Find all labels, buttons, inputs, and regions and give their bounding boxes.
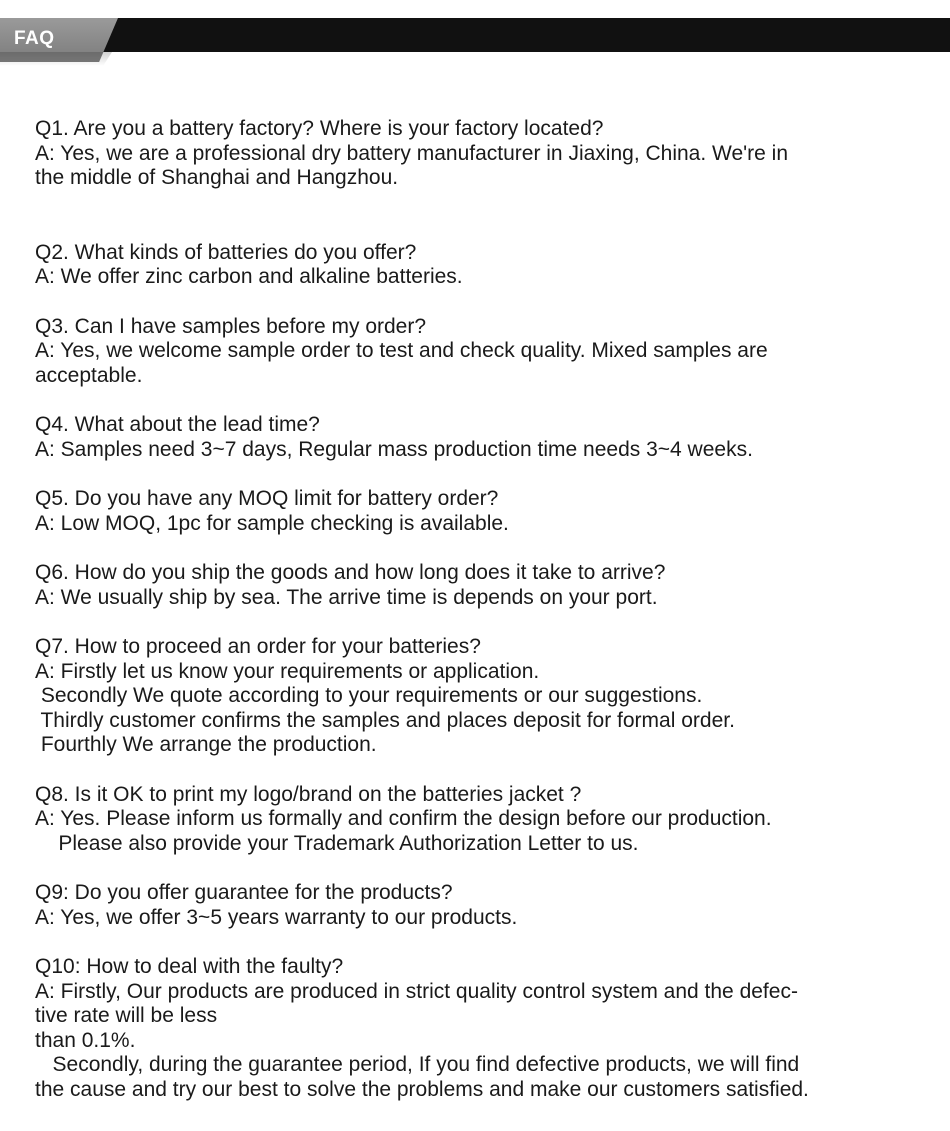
- header-tab-shadow: [0, 52, 112, 66]
- faq-list: [35, 117, 935, 1102]
- faq-answer-line: A: Yes, we welcome sample order to test and check quality. Mixed samples are: [35, 339, 768, 362]
- faq-answer-line: A: Firstly let us know your requirements or application.: [35, 659, 540, 683]
- faq-answer-line: A: Yes, we offer 3~5 years warranty to our products.: [35, 905, 518, 929]
- faq-answer-line: tive rate will be less: [35, 1004, 218, 1027]
- faq-answer-line: A: Firstly, Our products are produced in strict quality control system and the defec-: [35, 979, 798, 1003]
- faq-answer-line: A: Low MOQ, 1pc for sample checking is available.: [35, 511, 509, 535]
- faq-answer-line: A: Samples need 3~7 days, Regular mass production time needs 3~4 weeks.: [35, 437, 753, 461]
- faq-answer-line: acceptable.: [35, 363, 143, 387]
- faq-question: Q7. How to proceed an order for your batteries?: [35, 635, 481, 658]
- faq-answer-line: the cause and try our best to solve the problems and make our customers satisfied.: [35, 1077, 809, 1101]
- header-bar: [0, 18, 950, 52]
- faq-question: Q6. How do you ship the goods and how long does it take to arrive?: [35, 561, 666, 584]
- faq-answer-line: A: Yes, we are a professional dry battery manufacturer in Jiaxing, China. We're in: [35, 141, 789, 165]
- faq-question: Q10: How to deal with the faulty?: [35, 955, 344, 978]
- faq-answer-line: Fourthly We arrange the production.: [35, 733, 377, 756]
- faq-answer-line: A: We offer zinc carbon and alkaline batteries.: [35, 265, 463, 288]
- faq-item-q9: [35, 881, 935, 930]
- faq-item-q6: [35, 561, 935, 610]
- faq-answer-line: than 0.1%.: [35, 1028, 136, 1052]
- faq-question: Q3. Can I have samples before my order?: [35, 314, 427, 338]
- faq-answer-line: A: Yes. Please inform us formally and confirm the design before our production.: [35, 807, 772, 830]
- faq-item-q7: [35, 635, 935, 758]
- faq-question: Q5. Do you have any MOQ limit for battery order?: [35, 487, 499, 510]
- header-title: FAQ: [14, 28, 55, 49]
- faq-answer-line: the middle of Shanghai and Hangzhou.: [35, 166, 399, 189]
- faq-answer-line: Secondly We quote according to your requirements or our suggestions.: [35, 684, 703, 707]
- faq-answer-line: Please also provide your Trademark Authorization Letter to us.: [35, 831, 639, 855]
- faq-item-q5: [35, 487, 935, 536]
- faq-answer-line: Secondly, during the guarantee period, If you find defective products, we will find: [35, 1053, 800, 1076]
- faq-question: Q4. What about the lead time?: [35, 413, 320, 436]
- faq-question: Q2. What kinds of batteries do you offer?: [35, 240, 417, 264]
- faq-answer-line: Thirdly customer confirms the samples and places deposit for formal order.: [35, 708, 735, 732]
- faq-question: Q8. Is it OK to print my logo/brand on the batteries jacket ?: [35, 782, 582, 806]
- faq-question: Q9: Do you offer guarantee for the products?: [35, 881, 453, 904]
- faq-item-q8: [35, 783, 935, 857]
- faq-item-q4: [35, 413, 935, 462]
- faq-item-q10: [35, 955, 935, 1102]
- faq-question: Q1. Are you a battery factory? Where is your factory located?: [35, 117, 604, 140]
- faq-item-q3: [35, 315, 935, 389]
- faq-answer-line: A: We usually ship by sea. The arrive time is depends on your port.: [35, 585, 658, 609]
- faq-item-q1: [35, 117, 935, 191]
- faq-item-q2: [35, 241, 935, 290]
